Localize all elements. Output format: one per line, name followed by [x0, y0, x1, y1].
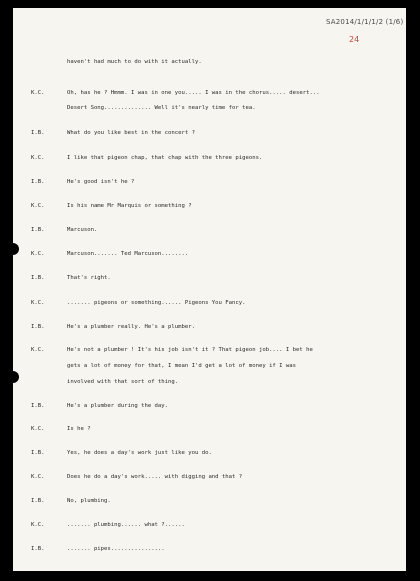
speaker-label: I.B. [31, 403, 45, 409]
dialogue-text: Is he ? [67, 426, 91, 432]
dialogue-text: That's right. [67, 275, 111, 281]
speaker-label: I.B. [31, 498, 45, 504]
speaker-label: K.C. [31, 300, 45, 306]
dialogue-text: Yes, he does a day's work just like you do. [67, 450, 212, 456]
dialogue-text: He's good isn't he ? [67, 179, 135, 185]
speaker-label: I.B. [31, 179, 45, 185]
punch-hole-top [13, 243, 19, 255]
document-page [13, 8, 406, 571]
page-number: 24 [349, 35, 360, 44]
speaker-label: K.C. [31, 90, 45, 96]
speaker-label: K.C. [31, 522, 45, 528]
speaker-label: I.B. [31, 130, 45, 136]
speaker-label: K.C. [31, 155, 45, 161]
dialogue-text: Marcuson. [67, 227, 98, 233]
dialogue-text: No, plumbing. [67, 498, 111, 504]
speaker-label: K.C. [31, 474, 45, 480]
dialogue-text: Marcuson....... Ted Marcuson........ [67, 251, 189, 257]
dialogue-text: haven't had much to do with it actually. [67, 59, 202, 65]
dialogue-text: Oh, has he ? Hmmm. I was in one you..... I was in the chorus..... desert... [67, 90, 320, 96]
speaker-label: I.B. [31, 546, 45, 552]
dialogue-text: ....... plumbing...... what ?...... [67, 522, 185, 528]
dialogue-text: Is his name Mr Marquis or something ? [67, 203, 192, 209]
punch-hole-bottom [13, 371, 19, 383]
dialogue-text: involved with that sort of thing. [67, 379, 179, 385]
dialogue-text: ....... pipes................ [67, 546, 165, 552]
archive-reference: SA2014/1/1/1/2 (1/6) [326, 18, 404, 26]
dialogue-text: He's not a plumber ! It's his job isn't it ? That pigeon job.... I bet he [67, 347, 313, 353]
speaker-label: K.C. [31, 347, 45, 353]
dialogue-text: Does he do a day's work..... with digging and that ? [67, 474, 243, 480]
dialogue-text: ....... pigeons or something...... Pigeons You Fancy. [67, 300, 246, 306]
dialogue-text: He's a plumber really. He's a plumber. [67, 324, 195, 330]
speaker-label: I.B. [31, 324, 45, 330]
dialogue-text: He's a plumber during the day. [67, 403, 169, 409]
speaker-label: I.B. [31, 275, 45, 281]
dialogue-text: Desert Song.............. Well it's nearly time for tea. [67, 105, 256, 111]
dialogue-text: I like that pigeon chap, that chap with the three pigeons. [67, 155, 263, 161]
speaker-label: K.C. [31, 251, 45, 257]
dialogue-text: What do you like best in the concert ? [67, 130, 195, 136]
speaker-label: K.C. [31, 203, 45, 209]
speaker-label: I.B. [31, 227, 45, 233]
dialogue-text: gets a lot of money for that, I mean I'd get a lot of money if I was [67, 363, 297, 369]
speaker-label: K.C. [31, 426, 45, 432]
speaker-label: I.B. [31, 450, 45, 456]
